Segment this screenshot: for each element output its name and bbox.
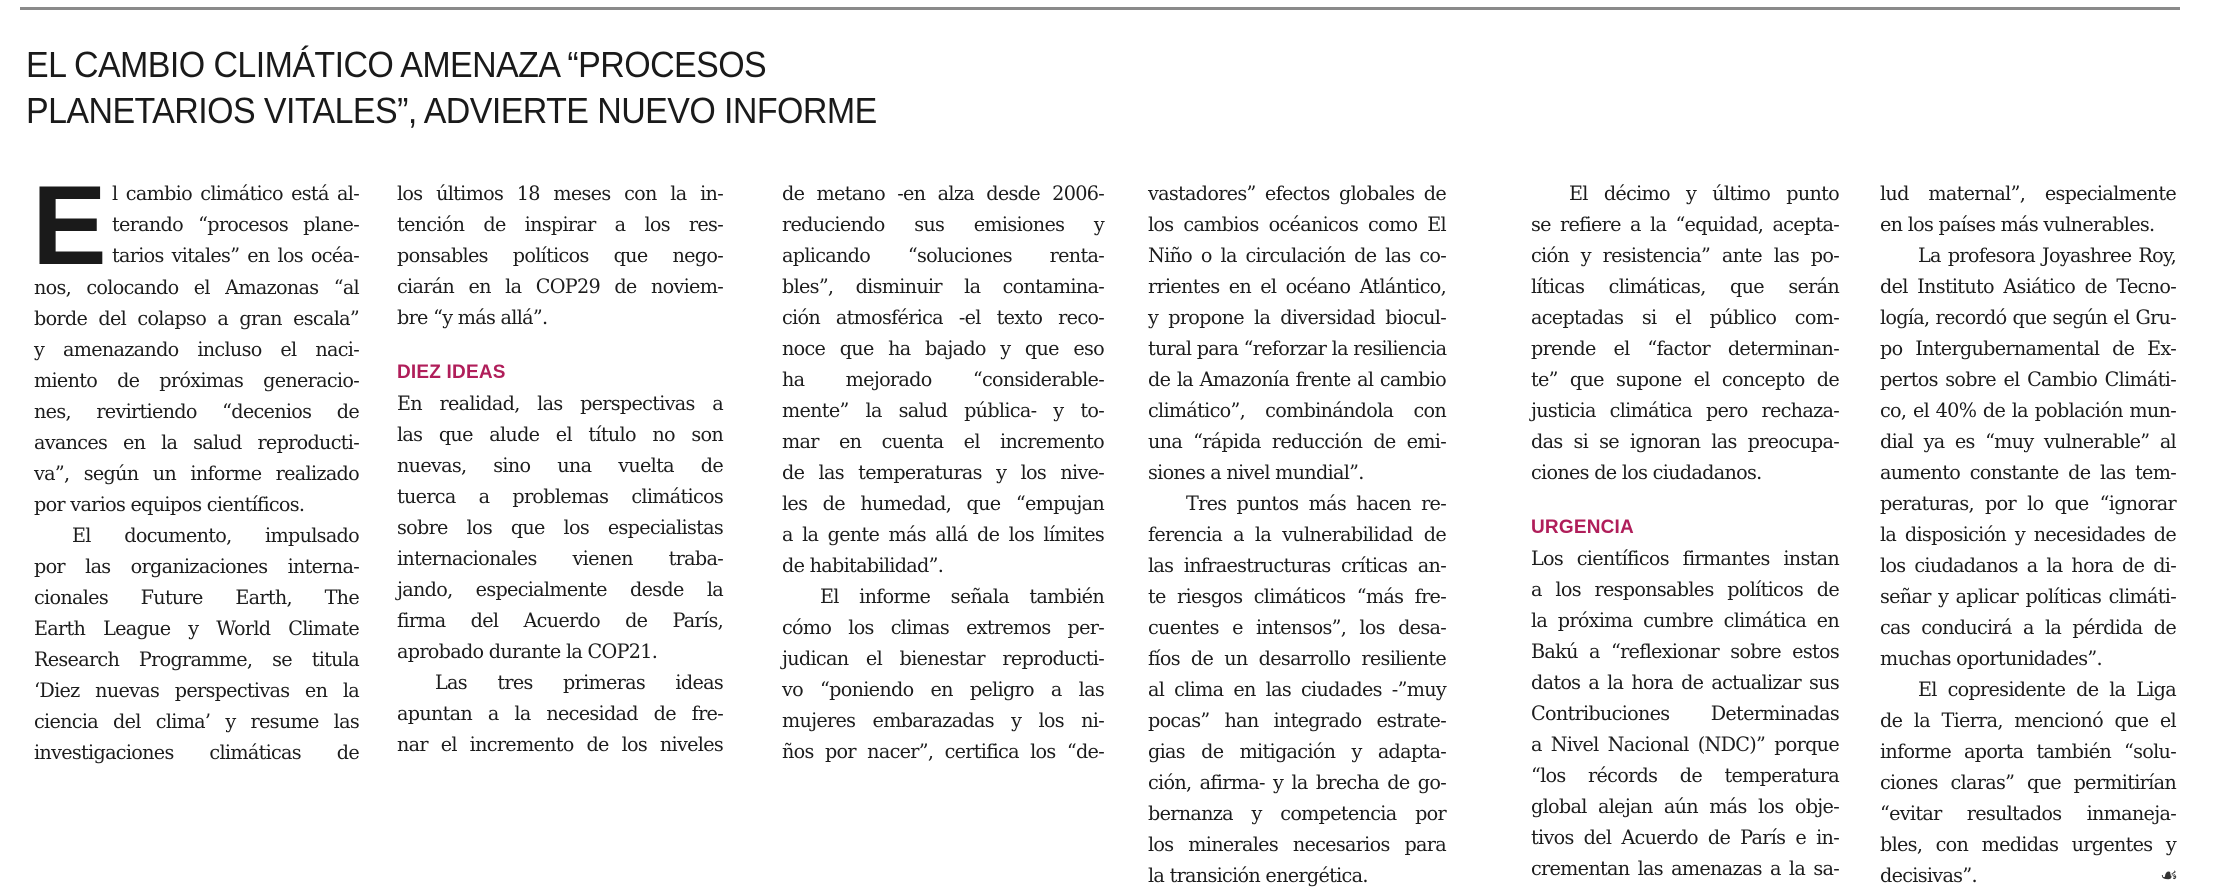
- text-line: judican el bienestar reproducti-: [782, 647, 1104, 670]
- text-line: ponsables políticos que nego-: [397, 244, 723, 267]
- text-line: cas conducirá a la pérdida de: [1880, 616, 2176, 639]
- text-line: nar el incremento de los niveles: [397, 733, 723, 756]
- paragraph: [397, 388, 723, 667]
- text-line: tuerca a problemas climáticos: [397, 485, 723, 508]
- text-line: ha mejorado “considerable-: [782, 368, 1104, 391]
- text-line: a la gente más allá de los límites: [782, 523, 1104, 546]
- text-line: bles”, disminuir la contamina-: [782, 275, 1104, 298]
- text-line: ‘Diez nuevas perspectivas en la: [34, 679, 359, 702]
- text-line: tural para “reforzar la resiliencia: [1148, 337, 1447, 360]
- text-line: dial ya es “muy vulnerable” al: [1880, 430, 2176, 453]
- text-line: firma del Acuerdo de París,: [397, 609, 723, 632]
- article-column-6: [1880, 178, 2176, 891]
- text-line: l cambio climático está al-: [112, 182, 359, 205]
- text-line: borde del colapso a gran escala”: [34, 307, 359, 330]
- paragraph: [34, 520, 359, 768]
- text-line: vastadores” efectos globales de: [1148, 182, 1446, 205]
- text-line: nuevas, sino una vuelta de: [397, 454, 723, 477]
- text-line: se refiere a la “equidad, acepta-: [1531, 213, 1839, 236]
- text-line: El copresidente de la Liga: [1918, 678, 2176, 701]
- subhead-diez-ideas: DIEZ IDEAS: [397, 362, 506, 383]
- text-line: muchas oportunidades”.: [1880, 647, 2102, 670]
- article-column-4: [1148, 178, 1446, 891]
- text-line: El informe señala también: [820, 585, 1104, 608]
- text-line: y amenazando incluso el naci-: [34, 338, 359, 361]
- text-line: global alejan aún más los obje-: [1531, 795, 1839, 818]
- text-line: aumento constante de las tem-: [1880, 461, 2176, 484]
- text-line: Research Programme, se titula: [34, 648, 359, 671]
- paragraph-lead: [32, 163, 359, 520]
- text-line: “los récords de temperatura: [1531, 764, 1839, 787]
- text-line: datos a la hora de actualizar sus: [1531, 671, 1839, 694]
- text-line: mujeres embarazadas y los ni-: [782, 709, 1104, 732]
- text-line: justicia climática pero rechaza-: [1531, 399, 1839, 422]
- text-line: nes, revirtiendo “decenios de: [34, 400, 359, 423]
- text-line: noce que ha bajado y que eso: [782, 337, 1104, 360]
- paragraph: [1148, 178, 1446, 488]
- text-line: bles, con medidas urgentes y: [1880, 833, 2176, 856]
- text-line: ción, afirma- y la brecha de go-: [1148, 771, 1446, 794]
- text-line: climático”, combinándola con: [1148, 399, 1446, 422]
- text-line: te” que supone el concepto de: [1531, 368, 1839, 391]
- article-column-1: [32, 163, 359, 768]
- text-line: terando “procesos plane-: [112, 213, 359, 236]
- text-line: po Intergubernamental de Ex-: [1880, 337, 2176, 360]
- text-line: lud maternal”, especialmente: [1880, 182, 2176, 205]
- spacer: [1531, 488, 1839, 512]
- text-line: señar y aplicar políticas climáti-: [1880, 585, 2176, 608]
- text-line: apuntan a la necesidad de fre-: [397, 702, 723, 725]
- text-line: de la Amazonía frente al cambio: [1148, 368, 1446, 391]
- text-line: a Nivel Nacional (NDC)” porque: [1531, 733, 1839, 756]
- text-line: En realidad, las perspectivas a: [397, 392, 723, 415]
- text-line: rrientes en el océano Atlántico,: [1148, 275, 1446, 298]
- text-line: cuentes e intensos”, los desa-: [1148, 616, 1446, 639]
- article-column-3: [782, 178, 1104, 767]
- text-line: los cambios océanicos como El: [1148, 213, 1446, 236]
- paragraph: [782, 581, 1104, 767]
- text-line: fíos de un desarrollo resiliente: [1148, 647, 1446, 670]
- text-line: mente” la salud pública- y to-: [782, 399, 1104, 422]
- text-line: las que alude el título no son: [397, 423, 723, 446]
- text-line: ciones claras” que permitirían: [1880, 771, 2176, 794]
- text-line: [1880, 860, 2176, 891]
- text-line: Bakú a “reflexionar sobre estos: [1531, 640, 1839, 663]
- text-line: aceptadas si el público com-: [1531, 306, 1839, 329]
- text-line: vo “poniendo en peligro a las: [782, 678, 1104, 701]
- text-line: de la Tierra, mencionó que el: [1880, 709, 2176, 732]
- text-line: mar en cuenta el incremento: [782, 430, 1104, 453]
- text-line: los minerales necesarios para: [1148, 833, 1446, 856]
- text-line: miento de próximas generacio-: [34, 369, 359, 392]
- text-line: ferencia a la vulnerabilidad de: [1148, 523, 1446, 546]
- paragraph: [397, 667, 723, 760]
- paragraph: [1880, 178, 2176, 240]
- text-line: nos, colocando el Amazonas “al: [34, 276, 359, 299]
- text-line: El décimo y último punto: [1569, 182, 1839, 205]
- text-line: una “rápida reducción de emi-: [1148, 430, 1446, 453]
- text-line: por las organizaciones interna-: [34, 555, 359, 578]
- text-line: siones a nivel mundial”.: [1148, 461, 1364, 484]
- text-line: del Instituto Asiático de Tecno-: [1880, 275, 2176, 298]
- subhead-urgencia: URGENCIA: [1531, 517, 1634, 538]
- paragraph: [782, 178, 1104, 581]
- headline-line-1: EL CAMBIO CLIMÁTICO AMENAZA “PROCESOS: [26, 44, 767, 85]
- text-line: de metano -en alza desde 2006-: [782, 182, 1104, 205]
- text-line: les de humedad, que “empujan: [782, 492, 1104, 515]
- text-line: ciarán en la COP29 de noviem-: [397, 275, 723, 298]
- article-column-2: [397, 178, 723, 760]
- text-line: cómo los climas extremos per-: [782, 616, 1104, 639]
- text-line: pertos sobre el Cambio Climáti-: [1880, 368, 2176, 391]
- text-line: pocas” han integrado estrate-: [1148, 709, 1446, 732]
- spacer: [397, 333, 723, 357]
- text-line: y propone la diversidad biocul-: [1148, 306, 1446, 329]
- headline-line-2: PLANETARIOS VITALES”, ADVIERTE NUEVO INFORME: [26, 90, 877, 131]
- text-line: la disposición y necesidades de: [1880, 523, 2176, 546]
- text-line: va”, según un informe realizado: [34, 462, 359, 485]
- text-line: Tres puntos más hacen re-: [1186, 492, 1446, 515]
- drop-cap: E: [32, 163, 107, 288]
- text-line: aplicando “soluciones renta-: [782, 244, 1104, 267]
- text-line: La profesora Joyashree Roy,: [1918, 244, 2176, 267]
- text-line: bre “y más allá”.: [397, 306, 548, 329]
- text-line: Earth League y World Climate: [34, 617, 359, 640]
- text-line: la transición energética.: [1148, 864, 1368, 887]
- text-line: al clima en las ciudades -”muy: [1148, 678, 1446, 701]
- text-line: sobre los que los especialistas: [397, 516, 723, 539]
- paragraph: [1880, 240, 2176, 674]
- text-line: ños por nacer”, certifica los “de-: [782, 740, 1104, 763]
- text-line: aprobado durante la COP21.: [397, 640, 658, 663]
- text-line: “evitar resultados inmaneja-: [1880, 802, 2176, 825]
- text-line: los ciudadanos a la hora de di-: [1880, 554, 2176, 577]
- headline: [26, 42, 877, 134]
- text-line: a los responsables políticos de: [1531, 578, 1839, 601]
- text-line: por varios equipos científicos.: [34, 493, 305, 516]
- paragraph: [1531, 178, 1839, 488]
- text-line: te riesgos climáticos “más fre-: [1148, 585, 1446, 608]
- text-line: Los científicos firmantes instan: [1531, 547, 1839, 570]
- text-line: las infraestructuras críticas an-: [1148, 554, 1446, 577]
- text-line: líticas climáticas, que serán: [1531, 275, 1839, 298]
- text-line: tarios vitales” en los océa-: [112, 244, 359, 267]
- text-line: das si se ignoran las preocupa-: [1531, 430, 1839, 453]
- text-line: Las tres primeras ideas: [435, 671, 723, 694]
- text-line: internacionales vienen traba-: [397, 547, 723, 570]
- text-line: bernanza y competencia por: [1148, 802, 1446, 825]
- paragraph: [1148, 488, 1446, 891]
- text-line: ciones de los ciudadanos.: [1531, 461, 1762, 484]
- text-line: en los países más vulnerables.: [1880, 213, 2155, 236]
- text-line: jando, especialmente desde la: [397, 578, 723, 601]
- end-of-article-icon: ☙: [2160, 863, 2176, 887]
- text-line: peraturas, por lo que “ignorar: [1880, 492, 2176, 515]
- text-line: ción atmosférica -el texto reco-: [782, 306, 1104, 329]
- text-line: El documento, impulsado: [72, 524, 359, 547]
- text-line: ciencia del clima’ y resume las: [34, 710, 359, 733]
- text-line: cionales Future Earth, The: [34, 586, 359, 609]
- text-line: reduciendo sus emisiones y: [782, 213, 1104, 236]
- text-line: tivos del Acuerdo de París e in-: [1531, 826, 1839, 849]
- text-line-content: decisivas”.: [1880, 864, 1977, 887]
- text-line: Niño o la circulación de las co-: [1148, 244, 1446, 267]
- text-line: informe aporta también “solu-: [1880, 740, 2176, 763]
- text-line: investigaciones climáticas de: [34, 741, 359, 764]
- text-line: gias de mitigación y adapta-: [1148, 740, 1446, 763]
- text-line: Contribuciones Determinadas: [1531, 702, 1839, 725]
- article-column-5: [1531, 178, 1839, 884]
- top-rule: [20, 7, 2180, 10]
- text-line: tención de inspirar a los res-: [397, 213, 723, 236]
- text-line: prende el “factor determinan-: [1531, 337, 1839, 360]
- paragraph: [397, 178, 723, 333]
- text-line: de habitabilidad”.: [782, 554, 944, 577]
- text-line: ción y resistencia” ante las po-: [1531, 244, 1839, 267]
- text-line: crementan las amenazas a la sa-: [1531, 857, 1839, 880]
- paragraph: [1531, 543, 1839, 884]
- text-line: co, el 40% de la población mun-: [1880, 399, 2176, 422]
- text-line: la próxima cumbre climática en: [1531, 609, 1839, 632]
- text-line: logía, recordó que según el Gru-: [1880, 306, 2176, 329]
- text-line: avances en la salud reproducti-: [34, 431, 359, 454]
- paragraph: [1880, 674, 2176, 891]
- text-line: los últimos 18 meses con la in-: [397, 182, 723, 205]
- text-line: de las temperaturas y los nive-: [782, 461, 1104, 484]
